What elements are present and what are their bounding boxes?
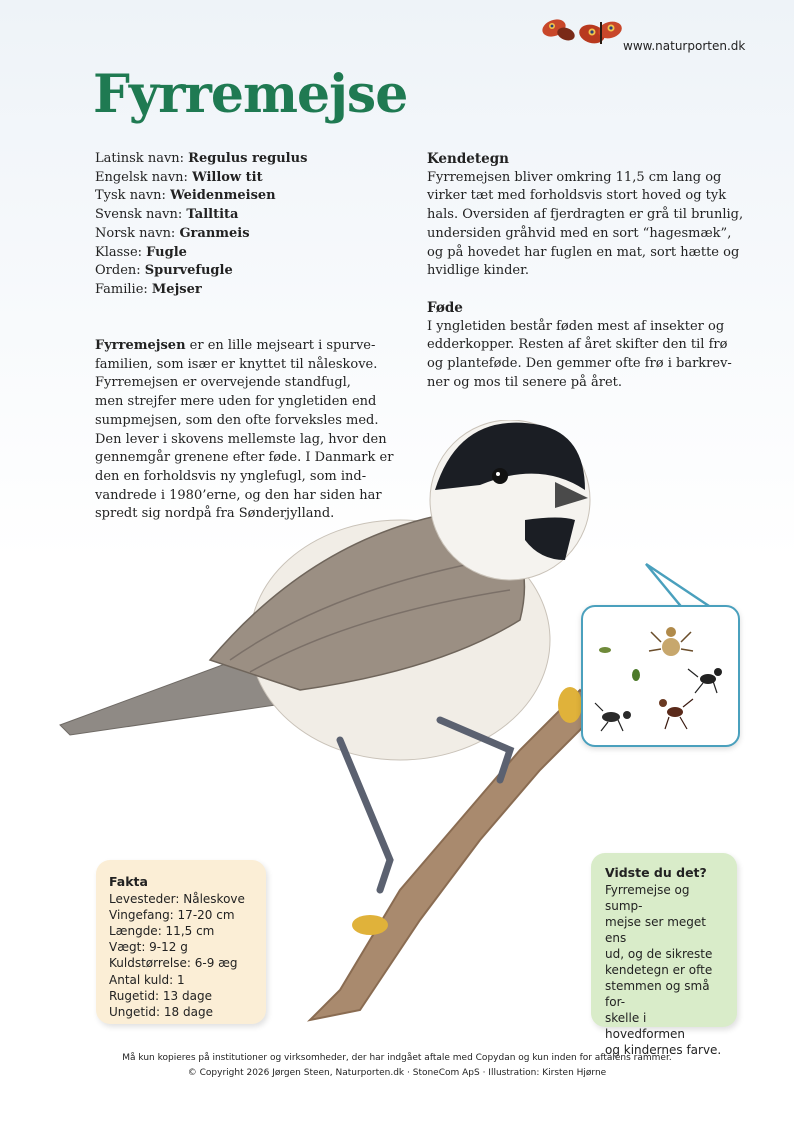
- did-you-know-text: Fyrremejse og sump- mejse ser meget ens ud, og de sikreste kendetegn er ofte stemmen og små for- skelle i hovedformen og kindernes farve.: [605, 883, 722, 1057]
- ant-icon: [688, 668, 722, 693]
- name-row: Svensk navn: Talltita: [95, 207, 239, 223]
- ant-icon: [595, 703, 631, 731]
- page-title: Fyrremejse: [93, 64, 408, 125]
- name-row: Latinsk navn: Regulus regulus: [95, 151, 308, 166]
- name-row: Orden: Spurvefugle: [95, 263, 233, 279]
- footer: [0, 1051, 794, 1081]
- facts-box: [96, 860, 266, 1024]
- kendetegn-text: Fyrremejsen bliver omkring 11,5 cm lang og virker tæt med forholdsvis stort hoved og tyk hals. Oversiden af fjerdragten er grå til brunlig, undersiden gråhvid med en sort “hagesmæk”, og på hovedet har fuglen en mat, sort hætte og hvidlige kinder.: [427, 169, 744, 279]
- right-column: [427, 150, 747, 410]
- name-row: Klasse: Fugle: [95, 244, 187, 260]
- names-list: [95, 150, 307, 300]
- spider-icon: [649, 627, 693, 656]
- name-row: Engelsk navn: Willow tit: [95, 169, 263, 185]
- butterflies-logo: [540, 12, 625, 52]
- site-url[interactable]: www.naturporten.dk: [623, 39, 746, 53]
- fode-heading: Føde: [427, 299, 463, 316]
- aphid-icon: [599, 647, 611, 653]
- bird-leg: [340, 740, 390, 890]
- insects-bubble: [581, 605, 740, 747]
- red-ant-icon: [659, 699, 693, 729]
- kendetegn-heading: Kendetegn: [427, 151, 509, 167]
- insects-illustration: [583, 607, 738, 745]
- did-you-know-heading: Vidste du det?: [605, 865, 707, 880]
- green-bug-icon: [632, 669, 640, 681]
- footer-copyright: © Copyright 2026 Jørgen Steen, Naturporten.dk · StoneCom ApS · Illustration: Kirsten Hjørne: [187, 1068, 607, 1078]
- fact-item: Ungetid: 18 dage: [109, 1004, 213, 1019]
- bird-eye: [492, 468, 508, 484]
- fact-item: Levesteder: Nåleskove: [109, 892, 245, 907]
- fact-item: Længde: 11,5 cm: [109, 924, 215, 939]
- butterfly-left-icon: [540, 16, 577, 42]
- fact-item: Rugetid: 13 dage: [109, 988, 212, 1003]
- did-you-know-box: [591, 853, 737, 1057]
- name-row: Tysk navn: Weidenmeisen: [95, 188, 276, 204]
- name-row: Norsk navn: Granmeis: [95, 225, 250, 241]
- fact-item: Antal kuld: 1: [109, 972, 185, 987]
- name-row: Familie: Mejser: [95, 281, 202, 297]
- fact-item: Vingefang: 17-20 cm: [109, 908, 235, 923]
- footer-license: Må kun kopieres på institutioner og virksomheder, der har indgået aftale med Copydan og kun inden for aftalens rammer.: [122, 1053, 672, 1063]
- fode-text: I yngletiden består føden mest af insekter og edderkopper. Resten af året skifter den til frø og planteføde. Den gemmer ofte frø i barkrev- ner og mos til senere på året.: [427, 318, 732, 390]
- butterfly-right-icon: [577, 19, 624, 46]
- fact-item: Kuldstørrelse: 6-9 æg: [109, 956, 238, 971]
- fact-item: Vægt: 9-12 g: [109, 940, 188, 955]
- facts-heading: Fakta: [109, 874, 148, 889]
- intro-text: Fyrremejsen er en lille mejseart i spurve- familien, som især er knyttet til nåleskove. Fyrremejsen er overvejende standfugl, men strejfer mere uden for yngletiden end sumpmejsen, som den ofte forveksles med. Den lever i skovens mellemste lag, hvor den gennemgår grenene efter føde. I Danmark er den en forholdsvis ny ynglefugl, som ind- vandrede i 1980’erne, og den har siden har spredt sig nordpå fra Sønderjylland.: [95, 338, 394, 522]
